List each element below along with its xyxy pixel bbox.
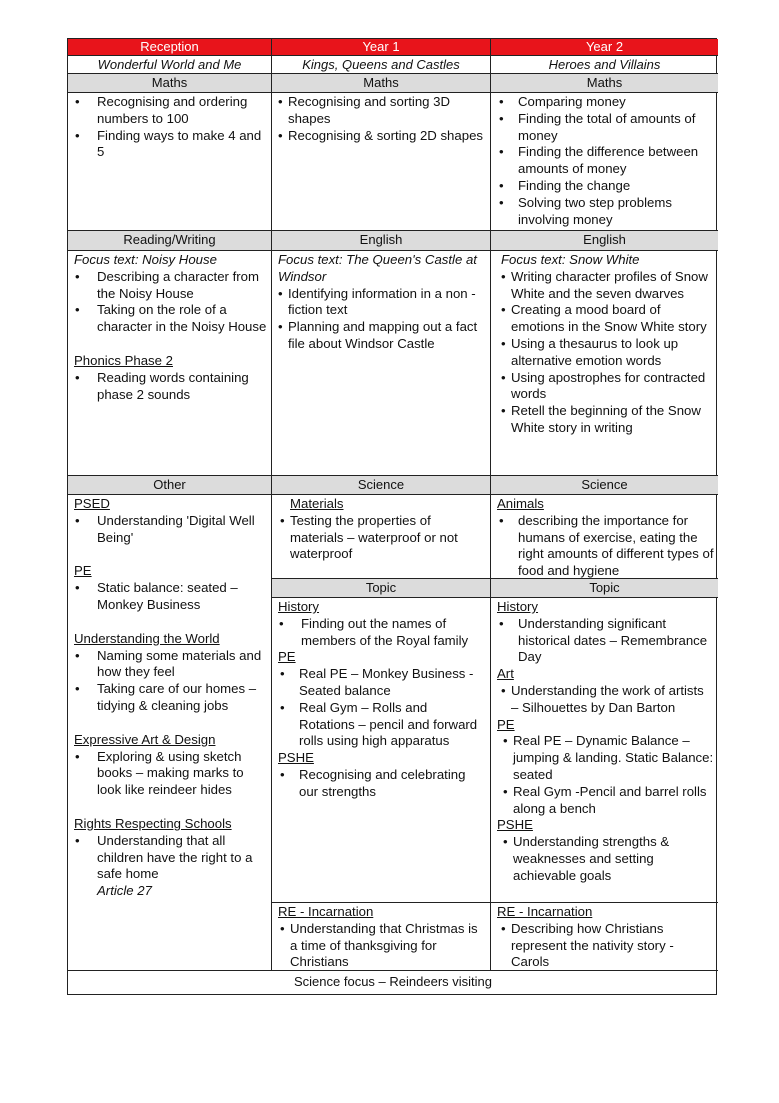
list-item: • Understanding 'Digital Well Being' — [74, 513, 267, 547]
list-item: • Finding the difference between amounts of money — [497, 144, 714, 178]
article-note: Article 27 — [97, 883, 152, 899]
list-item: • Testing the properties of materials – waterproof or not waterproof — [280, 513, 486, 563]
list-item: • Recognising and ordering numbers to 100 — [74, 94, 267, 128]
english-year2 — [491, 251, 718, 476]
list-item: • Describing a character from the Noisy House — [74, 269, 267, 303]
topic-header-year2: Topic — [491, 579, 718, 598]
list-item: • Reading words containing phase 2 sounds — [74, 370, 267, 404]
other-header: Other — [68, 476, 272, 495]
maths-header-reception: Maths — [68, 74, 272, 93]
topic-header-year1: Topic — [272, 579, 491, 598]
section-heading-understanding-world: Understanding the World — [74, 630, 220, 646]
list-item: • describing the importance for humans of exercise, eating the right amounts of different types of food and hygiene — [497, 513, 714, 579]
english-reception — [68, 251, 272, 476]
reading-writing-header: Reading/Writing — [68, 231, 272, 251]
topic-reception: Wonderful World and Me — [68, 56, 272, 74]
list-item: • Using apostrophes for contracted words — [501, 370, 714, 404]
re-year2 — [491, 903, 718, 971]
list-item: • Real PE – Dynamic Balance – jumping & landing. Static Balance: seated — [503, 733, 714, 783]
list-item: • Recognising and sorting 3D shapes — [278, 94, 486, 128]
topic-heading-history: History — [278, 599, 320, 614]
list-item: • Solving two step problems involving money — [497, 195, 714, 229]
list-item: • Finding ways to make 4 and 5 — [74, 128, 267, 162]
header-reception: Reception — [68, 39, 272, 56]
list-item: • Understanding strengths & weaknesses and setting achievable goals — [503, 834, 714, 884]
list-item: • Real Gym -Pencil and barrel rolls along a bench — [503, 784, 714, 818]
list-item: • Understanding the work of artists – Silhouettes by Dan Barton — [501, 683, 714, 717]
maths-year2 — [491, 93, 718, 231]
topic-year2: Heroes and Villains — [491, 56, 718, 74]
topic-heading-pshe: PSHE — [497, 817, 533, 833]
list-item: • Finding out the names of members of the Royal family — [278, 616, 486, 650]
list-item: • Static balance: seated – Monkey Business — [74, 580, 267, 614]
science-year1 — [272, 495, 491, 579]
list-item: • Finding the change — [497, 178, 714, 195]
focus-text: Focus text: Snow White — [501, 252, 640, 267]
english-header-year1: English — [272, 231, 491, 251]
list-item: • Understanding that all children have the right to a safe home — [74, 833, 267, 883]
english-year1 — [272, 251, 491, 476]
list-item: • Writing character profiles of Snow White and the seven dwarves — [501, 269, 714, 303]
focus-text: Focus text: Noisy House — [74, 252, 217, 267]
other-reception — [68, 495, 272, 971]
science-year2 — [491, 495, 718, 579]
maths-header-year2: Maths — [491, 74, 718, 93]
focus-text: Focus text: The Queen's Castle at Windsor — [278, 252, 477, 284]
list-item: • Exploring & using sketch books – making marks to look like reindeer hides — [74, 749, 267, 799]
list-item: • Creating a mood board of emotions in the Snow White story — [501, 302, 714, 336]
maths-year1 — [272, 93, 491, 231]
science-focus-footer: Science focus – Reindeers visiting — [294, 974, 492, 989]
list-item: • Recognising & sorting 2D shapes — [278, 128, 486, 145]
header-year2: Year 2 — [491, 39, 718, 56]
phonics-heading: Phonics Phase 2 — [74, 352, 173, 368]
topic-heading-pe: PE — [278, 649, 296, 665]
science-heading: Animals — [497, 496, 544, 511]
list-item: • Finding the total of amounts of money — [497, 111, 714, 145]
section-heading-pe: PE — [74, 563, 92, 579]
topic-heading-pshe: PSHE — [278, 750, 314, 766]
science-header-year2: Science — [491, 476, 718, 495]
section-heading-rights-respecting: Rights Respecting Schools — [74, 815, 232, 831]
topic-year1 — [272, 598, 491, 903]
science-header-year1: Science — [272, 476, 491, 495]
list-item: • Taking care of our homes – tidying & cleaning jobs — [74, 681, 267, 715]
topic-year1: Kings, Queens and Castles — [272, 56, 491, 74]
curriculum-table — [67, 38, 717, 995]
maths-header-year1: Maths — [272, 74, 491, 93]
list-item: • Understanding significant historical dates – Remembrance Day — [497, 616, 714, 666]
english-header-year2: English — [491, 231, 718, 251]
section-heading-expressive-art: Expressive Art & Design — [74, 731, 216, 747]
list-item: • Comparing money — [497, 94, 714, 111]
re-heading: RE - Incarnation — [278, 904, 374, 919]
list-item: • Real Gym – Rolls and Rotations – pencil and forward rolls using high apparatus — [278, 700, 486, 750]
list-item: • Real PE – Monkey Business -Seated balance — [278, 666, 486, 700]
list-item: • Using a thesaurus to look up alternative emotion words — [501, 336, 714, 370]
header-year1: Year 1 — [272, 39, 491, 56]
science-heading: Materials — [290, 496, 344, 511]
maths-reception — [68, 93, 272, 231]
list-item: • Recognising and celebrating our strengths — [278, 767, 486, 801]
topic-heading-art: Art — [497, 666, 514, 682]
list-item: • Describing how Christians represent the nativity story - Carols — [501, 921, 714, 971]
list-item: • Understanding that Christmas is a time of thanksgiving for Christians — [280, 921, 486, 971]
list-item: • Planning and mapping out a fact file about Windsor Castle — [278, 319, 486, 353]
section-heading-psed: PSED — [74, 496, 110, 511]
re-year1 — [272, 903, 491, 971]
list-item: • Taking on the role of a character in the Noisy House — [74, 302, 267, 336]
topic-year2 — [491, 598, 718, 903]
re-heading: RE - Incarnation — [497, 904, 593, 919]
list-item: • Retell the beginning of the Snow White story in writing — [501, 403, 714, 437]
list-item: • Naming some materials and how they feel — [74, 648, 267, 682]
topic-heading-pe: PE — [497, 716, 515, 732]
topic-heading-history: History — [497, 599, 539, 614]
list-item: • Identifying information in a non -fiction text — [278, 286, 486, 320]
